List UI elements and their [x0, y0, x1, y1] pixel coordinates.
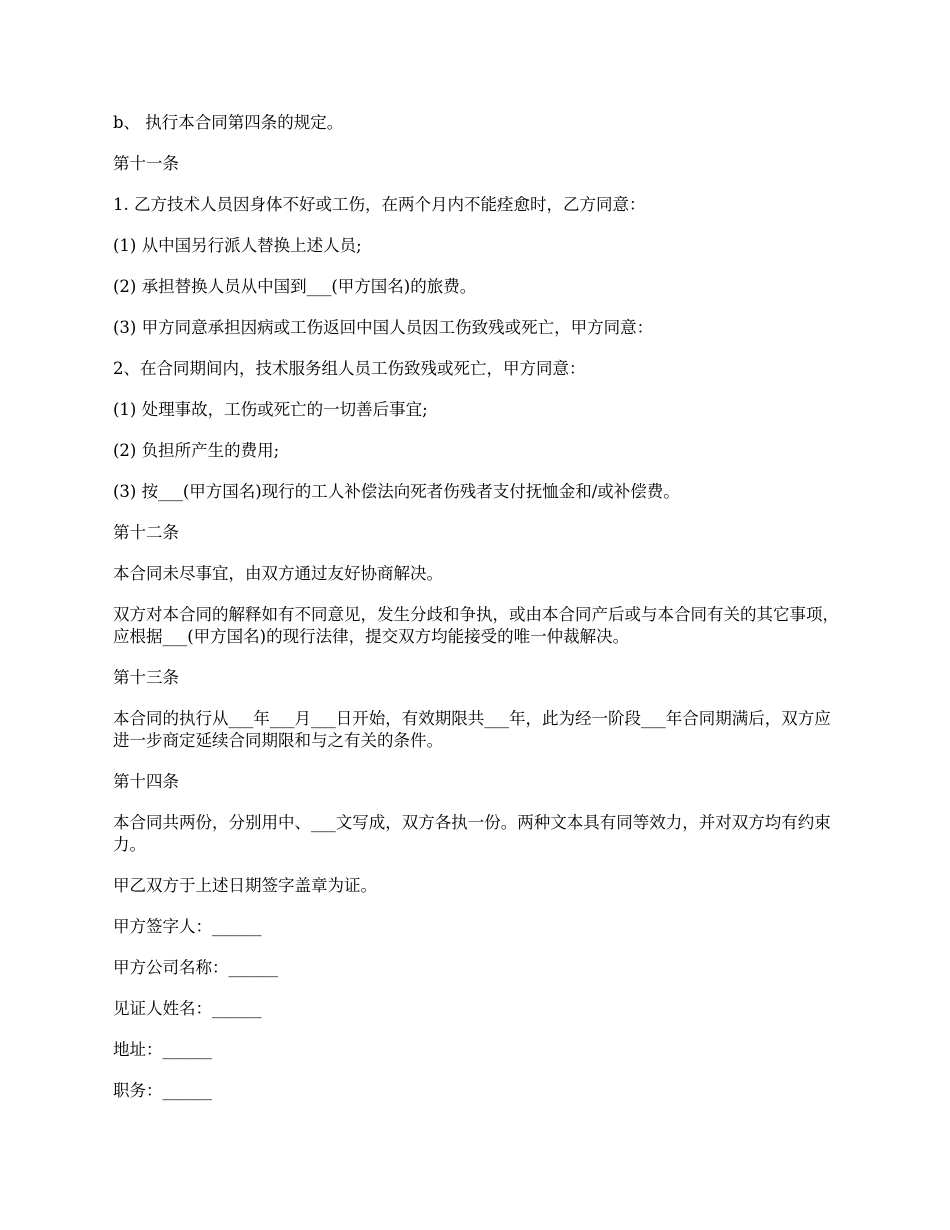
paragraph-11-2: 2、在合同期间内，技术服务组人员工伤致残或死亡，甲方同意：: [113, 359, 586, 378]
paragraph-12-1: 本合同未尽事宜，由双方通过友好协商解决。: [113, 564, 443, 583]
witness-name-line: 见证人姓名：______: [113, 999, 262, 1018]
article-11-heading: 第十一条: [113, 154, 179, 173]
paragraph-11-2-3: (3) 按___(甲方国名)现行的工人补偿法向死者伤残者支付抚恤金和/或补偿费。: [113, 482, 680, 501]
paragraph-signing-statement: 甲乙双方于上述日期签字盖章为证。: [113, 876, 377, 895]
paragraph-14-1: 本合同共两份，分别用中、___文写成，双方各执一份。两种文本具有同等效力，并对双方均有约束力。: [113, 813, 831, 854]
paragraph-12-2: 双方对本合同的解释如有不同意见，发生分歧和争执，或由本合同产后或与本合同有关的其它事项，应根据___(甲方国名)的现行法律，提交双方均能接受的唯一仲裁解决。: [113, 605, 839, 646]
article-13-heading: 第十三条: [113, 668, 179, 687]
paragraph-11-1-1: (1) 从中国另行派人替换上述人员;: [113, 236, 362, 255]
party-a-company-line: 甲方公司名称：______: [113, 958, 278, 977]
paragraph-13-1: 本合同的执行从___年___月___日开始，有效期限共___年，此为经一阶段___年合同期满后，双方应进一步商定延续合同期限和与之有关的条件。: [113, 709, 831, 750]
article-14-heading: 第十四条: [113, 772, 179, 791]
party-a-signatory-line: 甲方签字人：______: [113, 917, 262, 936]
paragraph-11-1-2: (2) 承担替换人员从中国到___(甲方国名)的旅费。: [113, 277, 477, 296]
address-line: 地址：______: [113, 1040, 212, 1059]
paragraph-11-1-3: (3) 甲方同意承担因病或工伤返回中国人员因工伤致残或死亡，甲方同意：: [113, 318, 654, 337]
position-line: 职务：______: [113, 1081, 212, 1100]
paragraph-11-1: 1. 乙方技术人员因身体不好或工伤，在两个月内不能痊愈时，乙方同意：: [113, 195, 646, 214]
article-12-heading: 第十二条: [113, 523, 179, 542]
paragraph-11-2-2: (2) 负担所产生的费用;: [113, 441, 280, 460]
paragraph-11-2-1: (1) 处理事故，工伤或死亡的一切善后事宜;: [113, 400, 428, 419]
paragraph-clause-b: b、 执行本合同第四条的规定。: [113, 113, 344, 132]
document-body: [113, 112, 841, 1121]
